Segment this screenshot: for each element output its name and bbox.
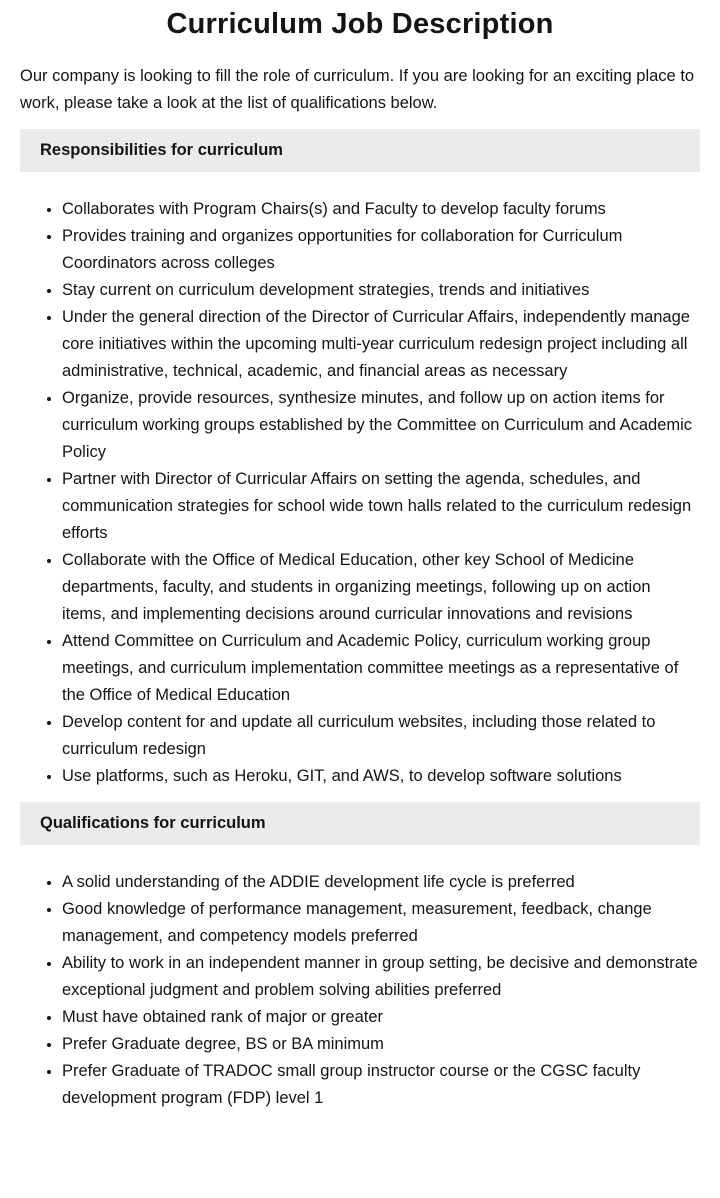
responsibilities-list <box>0 196 698 790</box>
list-item: • Prefer Graduate degree, BS or BA minimum <box>62 1031 698 1058</box>
list-item: • Under the general direction of the Director of Curricular Affairs, independently manage core initiatives within the upcoming multi-year curriculum redesign project including all administrative, technical, academic, and financial areas as necessary <box>62 304 698 385</box>
list-item: • Partner with Director of Curricular Affairs on setting the agenda, schedules, and communication strategies for school wide town halls related to the curriculum redesign efforts <box>62 466 698 547</box>
list-item: • A solid understanding of the ADDIE development life cycle is preferred <box>62 869 698 896</box>
list-item: • Attend Committee on Curriculum and Academic Policy, curriculum working group meetings, and curriculum implementation committee meetings as a representative of the Office of Medical Education <box>62 628 698 709</box>
qualifications-list <box>0 869 698 1112</box>
job-description-page <box>0 6 720 1112</box>
list-item: • Collaborates with Program Chairs(s) and Faculty to develop faculty forums <box>62 196 698 223</box>
list-item: • Stay current on curriculum development strategies, trends and initiatives <box>62 277 698 304</box>
qualifications-section <box>0 802 720 1112</box>
list-item: • Collaborate with the Office of Medical Education, other key School of Medicine departments, faculty, and students in organizing meetings, following up on action items, and implementing decisions around curricular innovations and revisions <box>62 547 698 628</box>
list-item: • Organize, provide resources, synthesize minutes, and follow up on action items for curriculum working groups established by the Committee on Curriculum and Academic Policy <box>62 385 698 466</box>
intro-paragraph: Our company is looking to fill the role of curriculum. If you are looking for an exciting place to work, please take a look at the list of qualifications below. <box>20 67 695 112</box>
list-item: • Prefer Graduate of TRADOC small group instructor course or the CGSC faculty development program (FDP) level 1 <box>62 1058 698 1112</box>
list-item: • Good knowledge of performance management, measurement, feedback, change management, and competency models preferred <box>62 896 698 950</box>
list-item: • Must have obtained rank of major or greater <box>62 1004 698 1031</box>
responsibilities-section-header <box>20 129 700 172</box>
page-title: Curriculum Job Description <box>166 8 554 40</box>
list-item: • Use platforms, such as Heroku, GIT, and AWS, to develop software solutions <box>62 763 698 790</box>
list-item: • Ability to work in an independent manner in group setting, be decisive and demonstrate exceptional judgment and problem solving abilities preferred <box>62 950 698 1004</box>
list-item: • Provides training and organizes opportunities for collaboration for Curriculum Coordinators across colleges <box>62 223 698 277</box>
qualifications-section-header <box>20 802 700 845</box>
list-item: • Develop content for and update all curriculum websites, including those related to curriculum redesign <box>62 709 698 763</box>
responsibilities-section <box>0 129 720 790</box>
qualifications-heading-label: Qualifications for curriculum <box>40 814 266 832</box>
responsibilities-heading-label: Responsibilities for curriculum <box>40 141 283 159</box>
